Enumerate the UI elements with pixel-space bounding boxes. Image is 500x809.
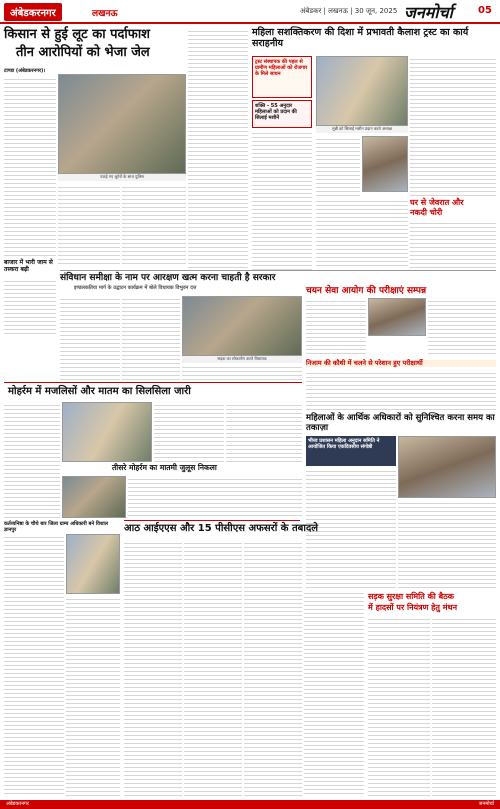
newspaper-logo: जनमोर्चा	[404, 3, 453, 22]
section-label: अंबेडकरनगर	[4, 3, 62, 21]
story1-text-2	[58, 184, 120, 264]
story8-highlight-box	[306, 436, 396, 466]
story8-highlight-text: भीत्त्व प्रशासन महिला अनुदान समिति ने आयोजित किया एकदिवसीय संगोष्ठी	[308, 438, 380, 450]
story-continue-text	[188, 28, 248, 268]
story7-headline: मोहर्रम में मजलिसों और मातम का सिलसिला जारी	[8, 386, 191, 397]
dateline: अंबेडकर | लखनऊ | 30 जून, 2025	[300, 7, 398, 15]
story11-headline-a: सड़क सुरक्षा समिति की बैठक	[368, 592, 454, 601]
story3-text-2	[410, 220, 496, 268]
story2-headline: महिला सशक्तिकरण की दिशा में प्रभावती कैलाश ट्रस्ट का कार्य सराहनीय	[252, 27, 469, 49]
story4-subheadline: इण्डलकतिया मार्ग के उद्घाटन कार्यक्रम में बोले विधायक विभुवन दत्त	[74, 285, 197, 291]
story7-text-3	[226, 402, 302, 462]
story2-text-3	[410, 56, 496, 196]
story8-headline: महिलाओं के आर्थिक अधिकारों को सुनिश्चित करना समय का तकाज़ा	[306, 413, 495, 433]
story9-text	[124, 540, 182, 796]
story11-text-2	[432, 616, 496, 796]
story8-photo	[398, 436, 496, 498]
story6-headline: निजाम की कौथी में चलने से परेशान हुए परीक्षार्थी	[306, 360, 496, 367]
story10-headline: कर्तव्यनिष्ठा के चौथे बार जिला ग्राम्य अधिकारी बने विशाल ज्ञानपुर	[4, 521, 109, 533]
footer-right: जनमोर्चा	[478, 801, 494, 807]
story2-highlight-text: ट्रस्ट संस्थापक की पहल से ग्रामीण महिलाओं को रोजगार के मिले साधन	[255, 59, 308, 77]
story4-text-2	[122, 296, 180, 380]
story2-highlight-text-2: शक्ति - 55 अनुदार महिलाओं को प्रदान की सिलाई मशीनें	[255, 103, 297, 121]
story1-caption: पकड़े गए लुटेरों के साथ पुलिस	[58, 174, 186, 181]
story12-text	[4, 278, 56, 334]
story1-photo	[58, 74, 186, 174]
story2-highlight-box	[252, 56, 312, 98]
story4-text	[60, 296, 120, 380]
story5-text	[306, 298, 366, 356]
story4-photo	[182, 296, 302, 356]
story10-photo	[66, 534, 120, 594]
story9-text-3	[244, 540, 302, 796]
masthead	[0, 0, 500, 24]
story5-text-2	[428, 298, 496, 356]
page-number: 05	[478, 5, 492, 16]
story7-photo	[62, 402, 152, 462]
story1-headline-a: किसान से हुई लूट का पर्दाफाश	[4, 27, 151, 42]
story3-headline-a: घर से जेवरात और	[410, 198, 464, 207]
story10-text	[4, 534, 64, 796]
story1-text	[4, 76, 56, 256]
city-label: लखनऊ	[92, 9, 118, 19]
story7-text-2	[154, 402, 224, 462]
story1-headline-b: तीन आरोपियों को भेजा जेल	[16, 45, 150, 60]
story2-text	[252, 130, 312, 270]
story4-headline: संविधान समीक्षा के नाम पर आरक्षण खत्म करना चाहती है सरकार	[60, 273, 276, 283]
footer-left: अंबेडकरनगर	[6, 801, 29, 807]
story7-photo-2	[62, 476, 126, 518]
story2-photo	[316, 56, 408, 126]
story8-text-2	[398, 500, 496, 588]
footer-bar	[0, 800, 500, 809]
story1-text-3	[122, 184, 186, 264]
story4-caption: सड़क का लोकार्पण करते विधायक	[182, 356, 302, 363]
story5-headline: चयन सेवा आयोग की परीक्षाएं सम्पन्न	[306, 286, 427, 296]
story12-headline: बाजार में भारी जाम से तस्करा बढ़ी	[4, 259, 53, 273]
story2-caption: मुन्नी को सिलाई मशीन प्रदान करते अध्यक्ष	[316, 126, 408, 133]
story7-text	[4, 402, 60, 518]
story9-headline: आठ आईएएस और 15 पीसीएस अफसरों के तबादले	[124, 523, 319, 534]
story2-highlight-box-2	[252, 100, 312, 128]
story9-text-2	[184, 540, 242, 796]
story6-text	[306, 370, 496, 410]
story9-text-4	[304, 590, 364, 796]
story10-text-2	[66, 596, 120, 796]
story3-text	[316, 198, 408, 268]
story3-headline-b: नकदी चोरी	[410, 208, 443, 217]
story1-byline: टाण्डा (अंबेडकरनगर)।	[4, 68, 46, 74]
story2-photo-2	[362, 136, 408, 192]
story7-subheadline: तीसरे मोहर्रम का मातमी जुलूस निकला	[112, 463, 217, 472]
story11-text	[368, 616, 430, 796]
story11-headline-b: में हादसों पर नियंत्रण हेतु मंथन	[368, 603, 458, 612]
story7-text-4	[128, 476, 302, 518]
story4-text-3	[182, 364, 302, 380]
story5-photo	[368, 298, 426, 336]
story2-text-2	[316, 136, 360, 196]
